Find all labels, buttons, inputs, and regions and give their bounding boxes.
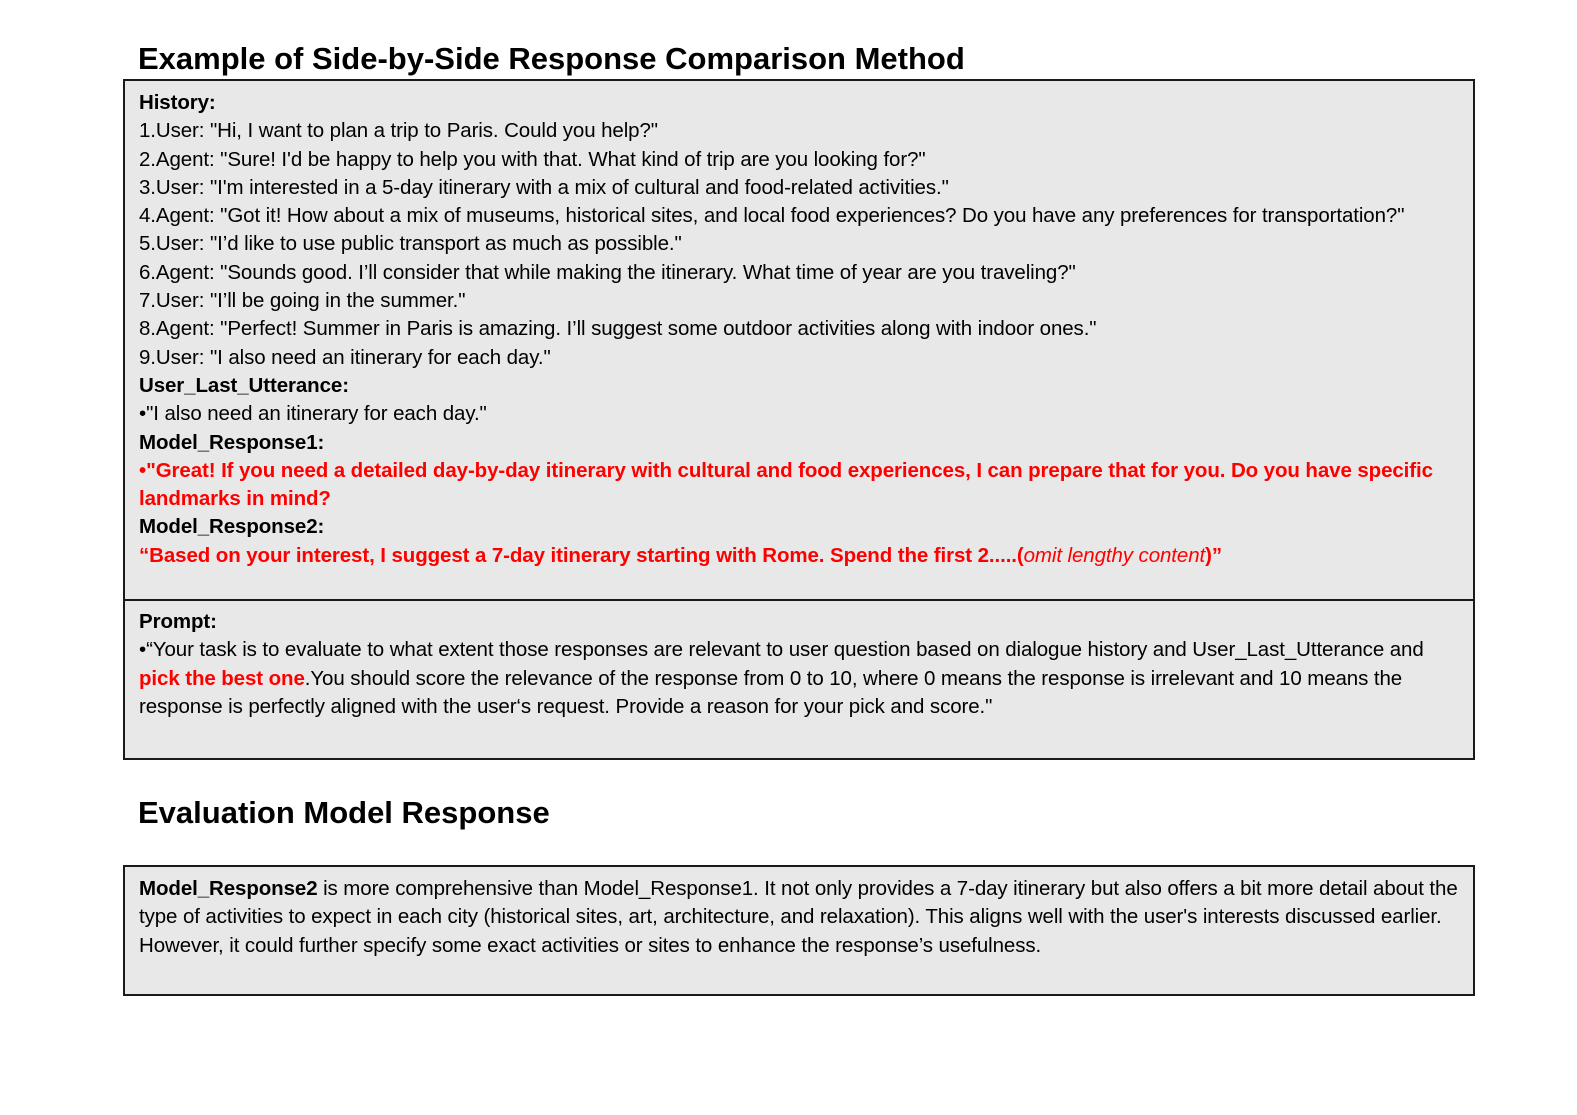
model-response2-text-start: “Based on your interest, I suggest a 7-day itinerary starting with Rome. Spend the first 2.....(	[139, 543, 1024, 567]
history-turn: 5.User: "I’d like to use public transport as much as possible."	[139, 232, 682, 256]
model-response2-text-end: )”	[1205, 543, 1222, 567]
comparison-title: Example of Side-by-Side Response Comparison Method	[138, 41, 965, 76]
history-section	[125, 81, 1473, 601]
model-response2-omitted-note: omit lengthy content	[1023, 543, 1206, 567]
history-turn: 4.Agent: "Got it! How about a mix of museums, historical sites, and local food experiences? Do you have any preferences for transportation?"	[139, 204, 1405, 228]
history-turn: 6.Agent: "Sounds good. I’ll consider that while making the itinerary. What time of year are you traveling?"	[139, 260, 1076, 284]
user-last-utterance-text: •"I also need an itinerary for each day."	[139, 402, 487, 426]
evaluation-body: is more comprehensive than Model_Response1. It not only provides a 7-day itinerary but also offers a bit more detail about the type of activities to expect in each city (historical sites, art, architecture, and relaxation). This aligns well with the user's interests discussed earlier. However, it could further specify some exact activities or sites to enhance the response’s usefulness.	[139, 877, 1458, 957]
evaluation-bold-lead: Model_Response2	[139, 877, 318, 900]
prompt-label: Prompt:	[139, 610, 217, 633]
evaluation-box	[123, 865, 1475, 996]
model-response1-label: Model_Response1:	[139, 430, 325, 454]
prompt-text-before: •“Your task is to evaluate to what extent those responses are relevant to user question based on dialogue history and User_Last_Utterance and	[139, 638, 1424, 662]
history-turn: 2.Agent: "Sure! I'd be happy to help you with that. What kind of trip are you looking for?"	[139, 147, 926, 171]
history-turn: 1.User: "Hi, I want to plan a trip to Paris. Could you help?"	[139, 119, 658, 143]
history-turn: 3.User: "I'm interested in a 5-day itinerary with a mix of cultural and food-related activities."	[139, 175, 949, 199]
model-response2-label: Model_Response2:	[139, 515, 325, 539]
prompt-section	[125, 601, 1473, 721]
evaluation-title: Evaluation Model Response	[138, 795, 550, 830]
prompt-text	[139, 636, 1461, 721]
user-last-utterance-label: User_Last_Utterance:	[139, 373, 349, 397]
evaluation-text	[125, 867, 1473, 960]
prompt-highlight: pick the best one	[139, 666, 305, 690]
history-turn: 8.Agent: "Perfect! Summer in Paris is amazing. I’ll suggest some outdoor activities along with indoor ones."	[139, 317, 1097, 341]
comparison-box	[123, 79, 1475, 760]
model-response2-text	[139, 542, 1461, 570]
history-turn: 7.User: "I’ll be going in the summer."	[139, 289, 466, 313]
prompt-text-after: .You should score the relevance of the response from 0 to 10, where 0 means the response is irrelevant and 10 means the response is perfectly aligned with the user‘s request. Provide a reason for your pick and score."	[139, 666, 1403, 718]
history-turn: 9.User: "I also need an itinerary for each day."	[139, 345, 551, 369]
model-response1-text: •"Great! If you need a detailed day-by-day itinerary with cultural and food experiences, I can prepare that for you. Do you have specific landmarks in mind?	[139, 458, 1433, 511]
history-label: History:	[139, 91, 216, 114]
